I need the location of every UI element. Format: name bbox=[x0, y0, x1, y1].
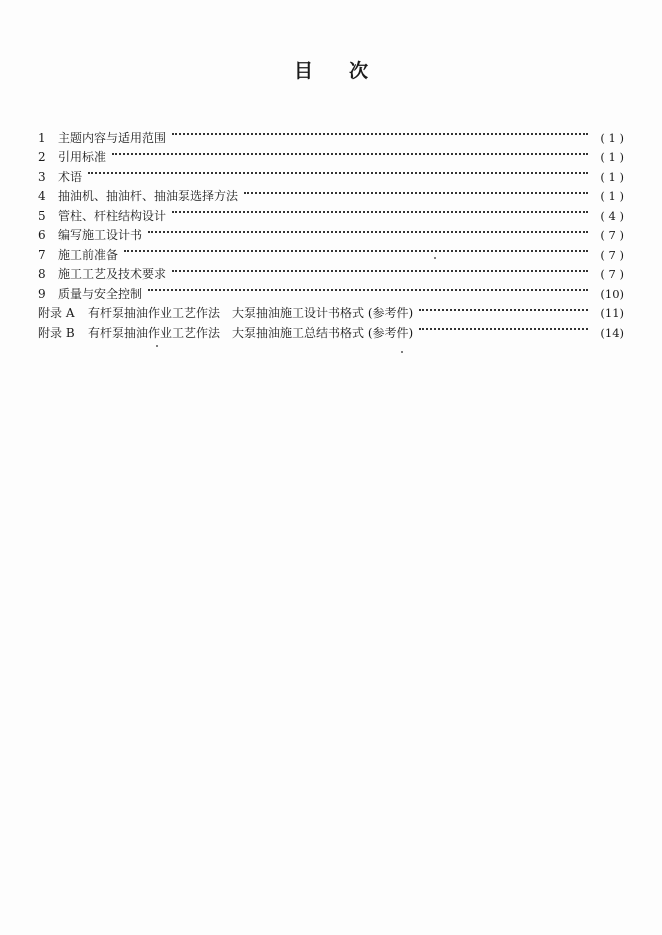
toc-entry-label: 施工前准备 bbox=[58, 247, 119, 262]
toc-entry-page: ( 1 ) bbox=[600, 150, 624, 164]
toc-entry-page: (14) bbox=[600, 325, 624, 340]
toc-entry-number: 7 bbox=[38, 247, 46, 262]
scan-speck bbox=[434, 257, 436, 259]
dot-leader bbox=[88, 161, 590, 181]
toc-entry-page: ( 7 ) bbox=[600, 267, 624, 281]
toc-entry-page: (11) bbox=[600, 306, 624, 320]
toc-entry-page: ( 7 ) bbox=[600, 228, 624, 242]
toc-entry-label: 管柱、杆柱结构设计 bbox=[58, 208, 167, 223]
dot-leader bbox=[172, 259, 590, 279]
toc-entry-2[interactable] bbox=[38, 142, 624, 162]
scan-speck bbox=[156, 345, 158, 347]
dot-leader bbox=[419, 317, 590, 337]
toc-entry-8[interactable] bbox=[38, 259, 624, 279]
toc-entry-page: ( 1 ) bbox=[600, 189, 624, 203]
toc-entry-label: 主题内容与适用范围 bbox=[58, 130, 167, 145]
toc-entry-label: 术语 bbox=[58, 169, 83, 184]
scan-speck bbox=[401, 351, 403, 353]
toc-entry-4[interactable] bbox=[38, 181, 624, 201]
toc-entry-page: ( 4 ) bbox=[600, 208, 624, 223]
toc-entry-number: 9 bbox=[38, 286, 46, 301]
toc-entry-page: ( 1 ) bbox=[600, 130, 624, 145]
toc-entry-page: (10) bbox=[600, 286, 624, 301]
dot-leader bbox=[172, 200, 590, 220]
toc-entry-label: 编写施工设计书 bbox=[58, 228, 143, 242]
dot-leader bbox=[112, 142, 590, 162]
dot-leader bbox=[244, 181, 590, 201]
toc-entry-number: 8 bbox=[38, 267, 46, 281]
dot-leader bbox=[148, 278, 590, 298]
dot-leader bbox=[148, 220, 590, 240]
toc-entry-label: 施工工艺及技术要求 bbox=[58, 267, 167, 281]
dot-leader bbox=[172, 122, 590, 142]
toc-entry-page: ( 1 ) bbox=[600, 169, 624, 184]
toc-entry-number: 5 bbox=[38, 208, 46, 223]
toc-entry-number: 1 bbox=[38, 130, 46, 145]
toc-entry-number: 附录 B bbox=[38, 325, 75, 340]
dot-leader bbox=[124, 239, 590, 259]
page-title bbox=[0, 56, 662, 83]
toc-entry-number: 6 bbox=[38, 228, 46, 242]
toc-entry-3[interactable] bbox=[38, 161, 624, 184]
toc-entry-7[interactable] bbox=[38, 239, 624, 262]
toc-entry-label: 引用标准 bbox=[58, 150, 107, 164]
toc-entry-number: 4 bbox=[38, 189, 46, 203]
toc-entry-label: 有杆泵抽油作业工艺作法 大泵抽油施工设计书格式 (参考件) bbox=[88, 306, 414, 320]
toc-entry-number: 2 bbox=[38, 150, 46, 164]
toc-entry-label: 有杆泵抽油作业工艺作法 大泵抽油施工总结书格式 (参考件) bbox=[88, 325, 414, 340]
toc-entry-label: 抽油机、抽油杆、抽油泵选择方法 bbox=[58, 189, 239, 203]
title-char-1: 目 bbox=[293, 60, 313, 82]
toc-entry-1[interactable] bbox=[38, 122, 624, 145]
toc-entry-number: 3 bbox=[38, 169, 46, 184]
toc-entry-label: 质量与安全控制 bbox=[58, 286, 143, 301]
dot-leader bbox=[419, 298, 590, 318]
toc-entry-number: 附录 A bbox=[38, 306, 75, 320]
title-char-2: 次 bbox=[349, 60, 369, 82]
toc-entry-page: ( 7 ) bbox=[600, 247, 624, 262]
table-of-contents bbox=[38, 122, 624, 340]
